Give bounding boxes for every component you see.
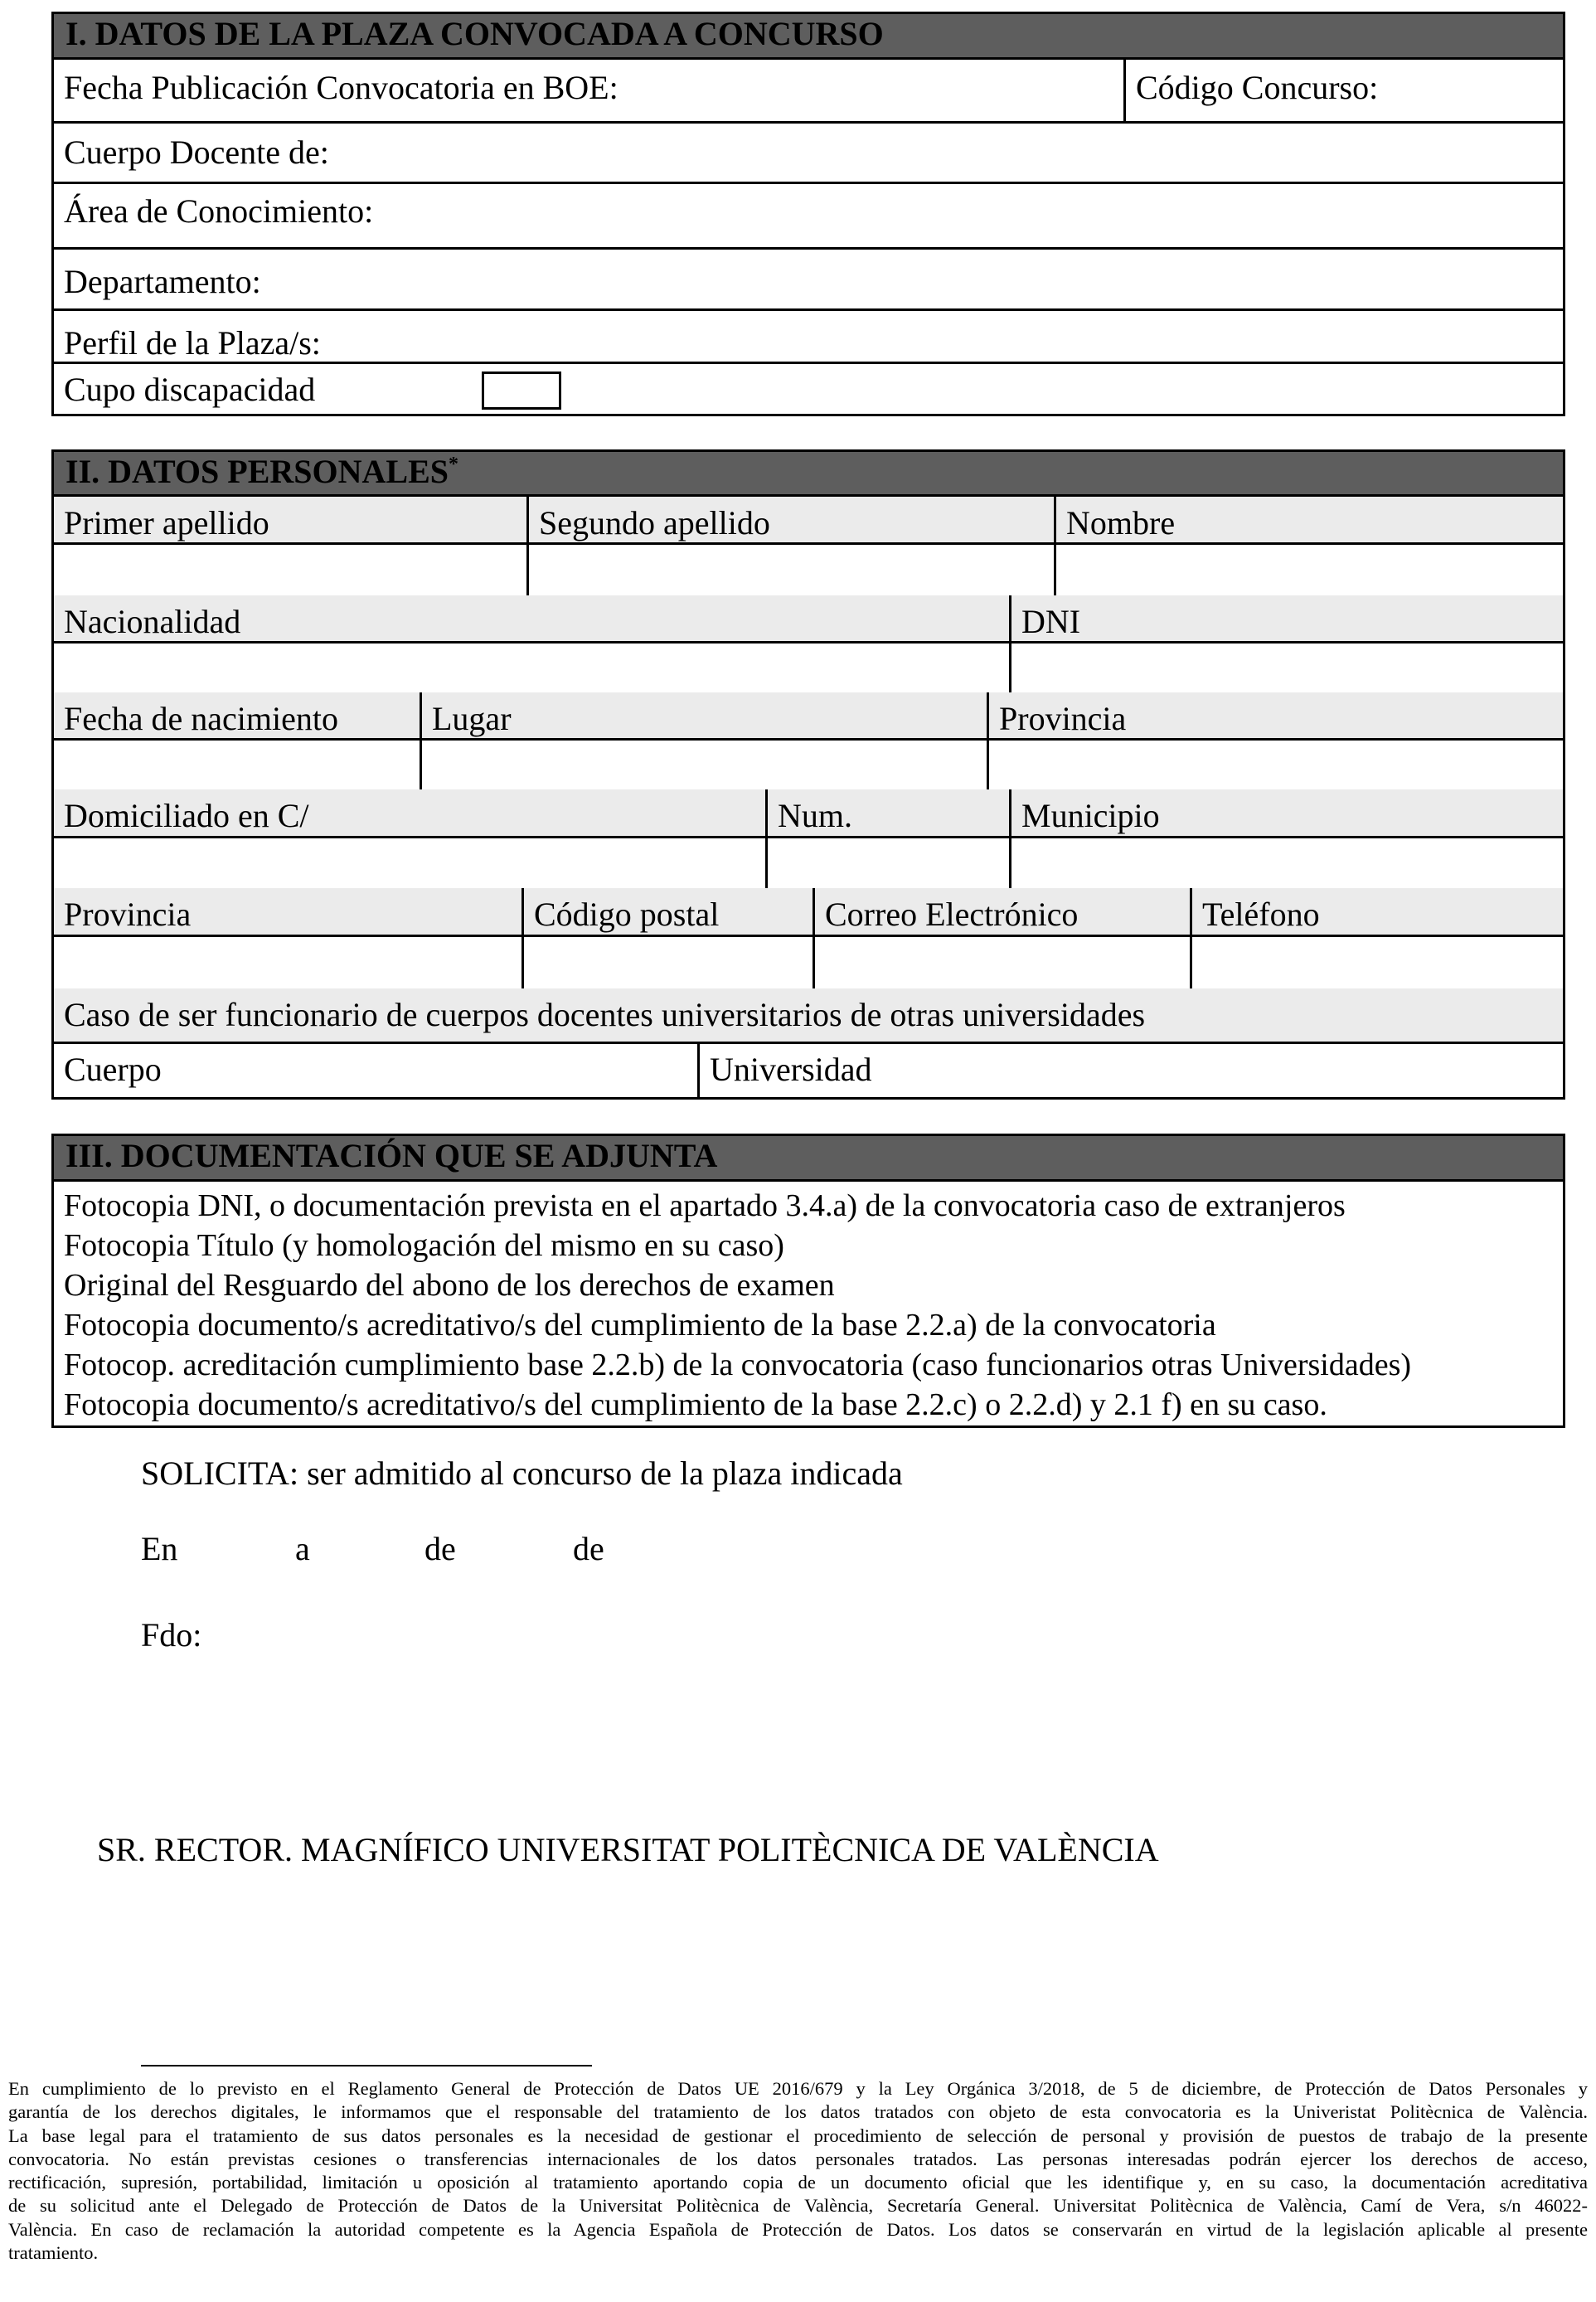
num-header (765, 789, 1009, 836)
departamento-field[interactable] (54, 247, 1563, 311)
documentacion-item: Fotocopia documento/s acreditativo/s del cumplimiento de la base 2.2.a) de la convocatoria (64, 1308, 1216, 1343)
section-plaza-title: I. DATOS DE LA PLAZA CONVOCADA A CONCURSO (54, 14, 1563, 60)
row-contacto-labels (54, 888, 1563, 937)
fecha-publicacion-field[interactable] (54, 60, 1123, 121)
provincia-label: Provincia (999, 700, 1127, 737)
row-nacionalidad-labels (54, 595, 1563, 643)
dni-input[interactable] (1009, 641, 1563, 692)
codigo-postal-label: Código postal (534, 896, 720, 933)
section-personales-title-text: II. DATOS PERSONALES (65, 453, 449, 490)
row-funcionario-note (54, 988, 1563, 1044)
documentacion-item: Fotocopia Título (y homologación del mismo en su caso) (64, 1228, 784, 1263)
footnote-line: garantía de los derechos digitales, le informamos que el responsable del tratamiento de los datos tratados con objeto de esta convocatoria es la Univeristat Politècnica de València. (8, 2101, 1588, 2123)
row-domicilio-labels (54, 789, 1563, 838)
cuerpo-field[interactable] (54, 1042, 697, 1097)
domicilio-input[interactable] (54, 836, 765, 888)
segundo-apellido-input[interactable] (526, 542, 1054, 595)
dni-header (1009, 595, 1563, 641)
segundo-apellido-label: Segundo apellido (539, 504, 770, 542)
footnote-separator (141, 2065, 592, 2066)
codigo-concurso-label: Código Concurso: (1136, 69, 1379, 106)
data-protection-footnote (8, 2077, 1588, 2265)
cupo-discapacidad-checkbox[interactable] (482, 372, 561, 410)
section-plaza (51, 12, 1565, 416)
footnote-line: rectificación, supresión, portabilidad, limitación u oposición al tratamiento aportando copia de un documento oficial que les identifique y, en su caso, la documentación acreditativa (8, 2172, 1588, 2193)
nombre-input[interactable] (1054, 542, 1563, 595)
footnote-line: En cumplimiento de lo previsto en el Reglamento General de Protección de Datos UE 2016/679 y la Ley Orgánica 3/2018, de 5 de diciembre, de Protección de Datos Personales y (8, 2078, 1588, 2099)
correo-label: Correo Electrónico (825, 896, 1079, 933)
row-nacimiento-labels (54, 692, 1563, 741)
section-documentacion (51, 1134, 1565, 1428)
primer-apellido-label: Primer apellido (64, 504, 269, 542)
nacionalidad-label: Nacionalidad (64, 603, 241, 640)
documentacion-list (64, 1186, 1411, 1425)
fecha-nacimiento-label: Fecha de nacimiento (64, 700, 338, 737)
funcionario-note: Caso de ser funcionario de cuerpos docentes universitarios de otras universidades (64, 996, 1146, 1033)
provincia-input[interactable] (987, 738, 1563, 789)
section-documentacion-title: III. DOCUMENTACIÓN QUE SE ADJUNTA (54, 1136, 1563, 1182)
footnote-line: de su solicitud ante el Delegado de Protección de Datos de la Universitat Politècnica de València, Secretaría General. Universitat Politècnica de València, Camí de Vera, s/n 46022- (8, 2195, 1588, 2217)
codigo-concurso-field[interactable] (1123, 60, 1563, 121)
domicilio-label: Domiciliado en C/ (64, 797, 309, 834)
footnote-mark: * (449, 454, 458, 475)
departamento-label: Departamento: (64, 263, 261, 300)
documentacion-item: Fotocopia documento/s acreditativo/s del cumplimiento de la base 2.2.c) o 2.2.d) y 2.1 f) en su caso. (64, 1387, 1327, 1422)
fecha-nacimiento-input[interactable] (54, 738, 420, 789)
area-conocimiento-label: Área de Conocimiento: (64, 192, 374, 230)
segundo-apellido-header (526, 497, 1054, 542)
fecha-publicacion-label: Fecha Publicación Convocatoria en BOE: (64, 69, 619, 106)
cuerpo-docente-field[interactable] (54, 121, 1563, 184)
nacionalidad-input[interactable] (54, 641, 1009, 692)
domicilio-header (54, 789, 765, 836)
telefono-header (1190, 888, 1563, 935)
primer-apellido-input[interactable] (54, 542, 526, 595)
cuerpo-label: Cuerpo (64, 1051, 162, 1088)
row-nombre-labels (54, 497, 1563, 545)
correo-input[interactable] (813, 935, 1190, 988)
row-domicilio-inputs (54, 836, 1563, 891)
provincia2-input[interactable] (54, 935, 521, 988)
row-cuerpo-universidad (54, 1042, 1563, 1097)
universidad-field[interactable] (697, 1042, 1563, 1097)
lugar-header (420, 692, 987, 738)
section-personales (51, 449, 1565, 1100)
primer-apellido-header (54, 497, 526, 542)
documentacion-item: Fotocopia DNI, o documentación prevista en el apartado 3.4.a) de la convocatoria caso de extranjeros (64, 1188, 1346, 1223)
municipio-header (1009, 789, 1563, 836)
municipio-label: Municipio (1021, 797, 1160, 834)
row-fecha-codigo (54, 60, 1563, 124)
fecha-nacimiento-header (54, 692, 420, 738)
perfil-plaza-label: Perfil de la Plaza/s: (64, 324, 321, 362)
row-nacionalidad-inputs (54, 641, 1563, 695)
documentacion-item: Fotocop. acreditación cumplimiento base 2.2.b) de la convocatoria (caso funcionarios otras Universidades) (64, 1348, 1412, 1382)
addressee: SR. RECTOR. MAGNÍFICO UNIVERSITAT POLITÈCNICA DE VALÈNCIA (97, 1831, 1159, 1868)
codigo-postal-header (521, 888, 813, 935)
lugar-label: Lugar (432, 700, 512, 737)
fecha-en-label: En (141, 1530, 178, 1567)
provincia-header (987, 692, 1563, 738)
footnote-line: València. En caso de reclamación la autoridad competente es la Agencia Española de Protección de Datos. Los datos se conservarán en virtud de la legislación aplicable al presente (8, 2218, 1588, 2240)
nombre-label: Nombre (1066, 504, 1176, 542)
provincia2-label: Provincia (64, 896, 192, 933)
section-personales-title (54, 452, 1563, 497)
universidad-label: Universidad (710, 1051, 872, 1088)
solicita-text: SOLICITA: ser admitido al concurso de la plaza indicada (141, 1455, 903, 1492)
footnote-line: tratamiento. (8, 2242, 99, 2264)
codigo-postal-input[interactable] (521, 935, 813, 988)
row-contacto-inputs (54, 935, 1563, 991)
footnote-line: La base legal para el tratamiento de sus datos personales es la necesidad de gestionar el procedimiento de selección de personal y provisión de puestos de trabajo de la presente (8, 2125, 1588, 2146)
dni-label: DNI (1021, 603, 1081, 640)
firma-label: Fdo: (141, 1616, 202, 1654)
num-input[interactable] (765, 836, 1009, 888)
documentacion-item: Original del Resguardo del abono de los derechos de examen (64, 1268, 835, 1303)
municipio-input[interactable] (1009, 836, 1563, 888)
cupo-discapacidad-row (54, 362, 1563, 414)
cuerpo-docente-label: Cuerpo Docente de: (64, 134, 329, 171)
footnote-line: convocatoria. No están previstas cesiones o transferencias internacionales de los datos personales tratados. Las personas interesadas podrán ejercer los derechos de acceso, (8, 2148, 1588, 2169)
correo-header (813, 888, 1190, 935)
area-conocimiento-field[interactable] (54, 182, 1563, 250)
nacionalidad-header (54, 595, 1009, 641)
lugar-input[interactable] (420, 738, 987, 789)
row-nacimiento-inputs (54, 738, 1563, 792)
telefono-label: Teléfono (1202, 896, 1320, 933)
provincia2-header (54, 888, 521, 935)
telefono-input[interactable] (1190, 935, 1563, 988)
perfil-plaza-field[interactable] (54, 308, 1563, 364)
num-label: Num. (778, 797, 852, 834)
cupo-discapacidad-label: Cupo discapacidad (64, 371, 316, 408)
row-nombre-inputs (54, 542, 1563, 598)
fecha-a-label: a (295, 1530, 310, 1567)
fecha-de1-label: de (424, 1530, 456, 1567)
fecha-de2-label: de (573, 1530, 604, 1567)
nombre-header (1054, 497, 1563, 542)
